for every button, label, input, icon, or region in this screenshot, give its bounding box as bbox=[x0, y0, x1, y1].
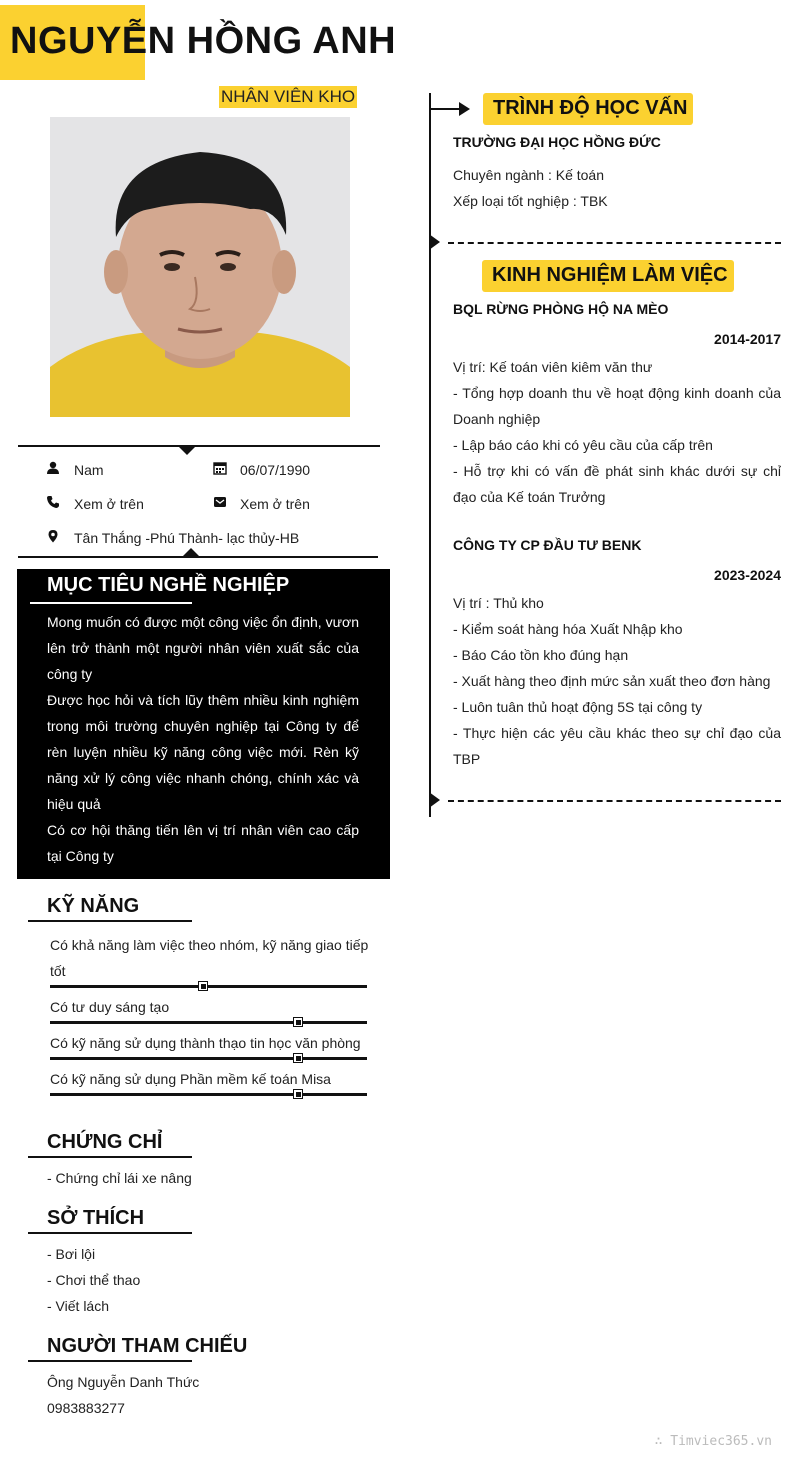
email-value: Xem ở trên bbox=[240, 496, 310, 512]
skills-title: KỸ NĂNG bbox=[47, 895, 140, 917]
job-line: - Lập báo cáo khi có yêu cầu của cấp trên bbox=[453, 437, 713, 453]
info-top-divider bbox=[18, 445, 380, 447]
divider-arrow-down bbox=[179, 447, 195, 455]
candidate-name: NGUYỄN HỒNG ANH bbox=[10, 20, 397, 62]
education-line: Chuyên ngành : Kế toán bbox=[453, 167, 605, 183]
skill-level-knob bbox=[293, 1089, 303, 1099]
skill-bar bbox=[50, 985, 367, 988]
timeline-line bbox=[429, 93, 431, 817]
list-item: - Chơi thể thao bbox=[47, 1272, 141, 1288]
references-title-underline bbox=[28, 1360, 192, 1362]
job-line: - Xuất hàng theo định mức sản xuất theo đơn hàng bbox=[453, 673, 771, 689]
timeline-marker-icon bbox=[429, 792, 441, 808]
objective-paragraph: Được học hỏi và tích lũy thêm nhiều kinh nghiệm trong môi trường chuyên nghiệp tại Công ty để rèn luyện nhiều kỹ năng công việc mới. Rèn kỹ năng xử lý công việc nhanh chóng, chính xác và hiệu quả bbox=[47, 692, 359, 812]
watermark: ∴ Timviec365.vn bbox=[654, 1434, 772, 1449]
job-line: - Báo Cáo tồn kho đúng hạn bbox=[453, 647, 629, 663]
job-line: - Tổng hợp doanh thu về hoạt động kinh doanh của Doanh nghiệp bbox=[453, 385, 781, 427]
skill-label: Có khả năng làm việc theo nhóm, kỹ năng giao tiếp tốt bbox=[50, 937, 369, 979]
user-icon bbox=[46, 461, 60, 475]
profile-photo bbox=[50, 117, 350, 417]
gender-value: Nam bbox=[74, 462, 104, 478]
education-title: TRÌNH ĐỘ HỌC VẤN bbox=[493, 97, 688, 119]
education-details bbox=[453, 162, 781, 214]
skill-label: Có kỹ năng sử dụng thành thạo tin học văn phòng bbox=[50, 1035, 361, 1051]
company-name: CÔNG TY CP ĐẦU TƯ BENK bbox=[453, 537, 642, 553]
hobbies-title-underline bbox=[28, 1232, 192, 1234]
phone-value: Xem ở trên bbox=[74, 496, 144, 512]
skill-bar bbox=[50, 1093, 367, 1096]
skill-label: Có kỹ năng sử dụng Phần mềm kế toán Misa bbox=[50, 1071, 331, 1087]
job-period: 2014-2017 bbox=[714, 331, 781, 347]
skill-level-knob bbox=[293, 1053, 303, 1063]
list-item: - Chứng chỉ lái xe nâng bbox=[47, 1170, 192, 1186]
company-name: BQL RỪNG PHÒNG HỘ NA MÈO bbox=[453, 301, 669, 317]
section-divider bbox=[448, 800, 781, 802]
objective-text bbox=[47, 609, 359, 869]
avatar bbox=[50, 117, 350, 417]
job-line: Vị trí : Thủ kho bbox=[453, 595, 544, 611]
address-value: Tân Thắng -Phú Thành- lạc thủy-HB bbox=[74, 530, 300, 546]
objective-title: MỤC TIÊU NGHỀ NGHIỆP bbox=[47, 574, 290, 596]
certificates-title: CHỨNG CHỈ bbox=[47, 1131, 163, 1153]
hobbies-title: SỞ THÍCH bbox=[47, 1207, 145, 1229]
job-line: Vị trí: Kế toán viên kiêm văn thư bbox=[453, 359, 653, 375]
certificates-list bbox=[47, 1165, 192, 1191]
location-pin-icon bbox=[46, 529, 60, 543]
school-name: TRƯỜNG ĐẠI HỌC HỒNG ĐỨC bbox=[453, 134, 661, 150]
divider-arrow-up bbox=[183, 548, 199, 556]
skill-level-knob bbox=[198, 981, 208, 991]
skill-bar bbox=[50, 1057, 367, 1060]
email-icon bbox=[213, 495, 227, 509]
timeline-marker-icon bbox=[429, 234, 441, 250]
references-list bbox=[47, 1369, 199, 1421]
job-details bbox=[453, 590, 781, 772]
job-details bbox=[453, 354, 781, 510]
timeline-arrow-icon bbox=[429, 99, 471, 119]
list-item: Ông Nguyễn Danh Thức bbox=[47, 1374, 200, 1390]
skill-label: Có tư duy sáng tạo bbox=[50, 999, 170, 1015]
objective-paragraph: Mong muốn có được một công việc ổn định, vươn lên trở thành một người nhân viên xuất sắc của công ty bbox=[47, 614, 359, 682]
list-item: - Bơi lội bbox=[47, 1246, 96, 1262]
info-bottom-divider bbox=[18, 556, 378, 558]
objective-paragraph: Có cơ hội thăng tiến lên vị trí nhân viên cao cấp tại Công ty bbox=[47, 822, 359, 864]
phone-icon bbox=[46, 495, 60, 509]
list-item: 0983883277 bbox=[47, 1400, 125, 1416]
skills-title-underline bbox=[28, 920, 192, 922]
hobbies-list bbox=[47, 1241, 140, 1319]
birthday-value: 06/07/1990 bbox=[240, 462, 311, 478]
certificates-title-underline bbox=[28, 1156, 192, 1158]
skill-level-knob bbox=[293, 1017, 303, 1027]
education-line: Xếp loại tốt nghiệp : TBK bbox=[453, 193, 608, 209]
references-title: NGƯỜI THAM CHIẾU bbox=[47, 1335, 248, 1357]
list-item: - Viết lách bbox=[47, 1298, 109, 1314]
section-divider bbox=[448, 242, 781, 244]
job-line: - Thực hiện các yêu cầu khác theo sự chỉ đạo của TBP bbox=[453, 725, 781, 767]
calendar-icon bbox=[213, 461, 227, 475]
job-line: - Kiểm soát hàng hóa Xuất Nhập kho bbox=[453, 621, 683, 637]
job-period: 2023-2024 bbox=[714, 567, 781, 583]
job-title: NHÂN VIÊN KHO bbox=[221, 87, 356, 106]
skill-bar bbox=[50, 1021, 367, 1024]
experience-title: KINH NGHIỆM LÀM VIỆC bbox=[492, 264, 728, 286]
job-line: - Hỗ trợ khi có vấn đề phát sinh khác dưới sự chỉ đạo của Kế toán Trưởng bbox=[453, 463, 781, 505]
job-line: - Luôn tuân thủ hoạt động 5S tại công ty bbox=[453, 699, 703, 715]
objective-title-underline bbox=[30, 602, 192, 604]
